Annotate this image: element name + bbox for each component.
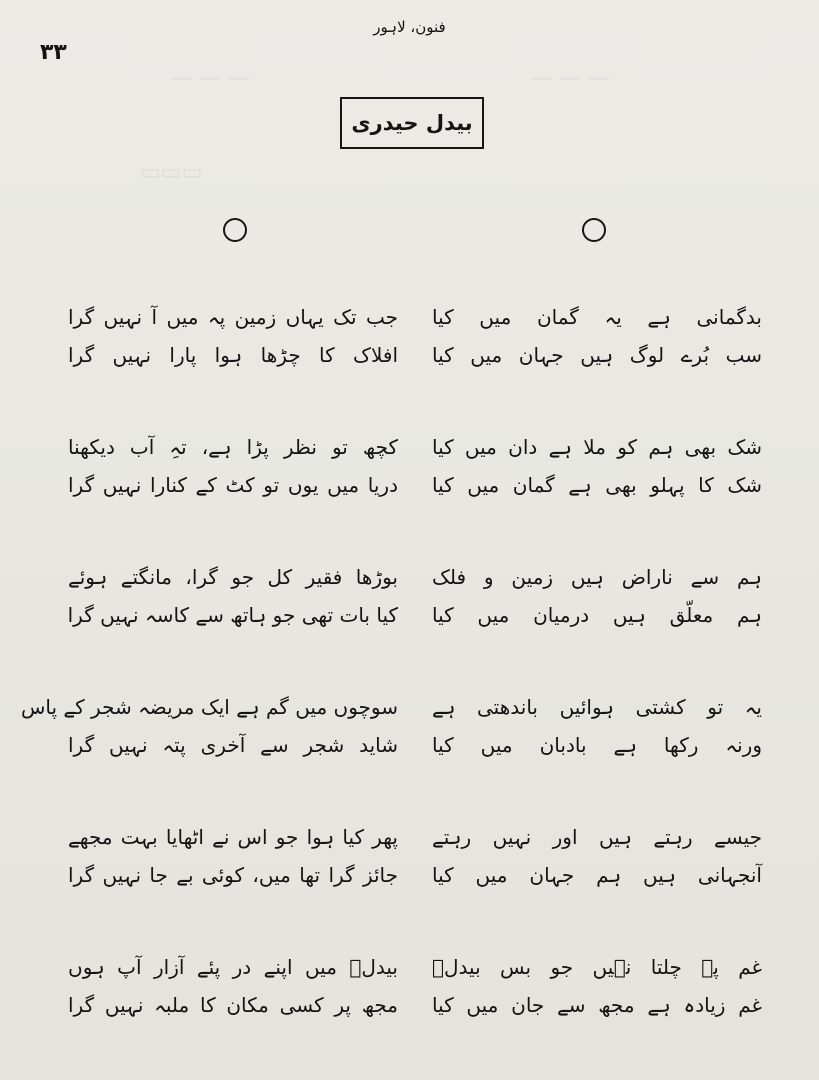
show-through-text: — — — <box>170 66 250 91</box>
couplet <box>68 818 398 948</box>
verse-line: سوچوں میں گم ہے ایک مریضہ شجر کے پاس <box>21 695 398 719</box>
verse-line: کچھ تو نظر پڑا ہے، تہِ آب دیکھنا <box>68 435 398 459</box>
show-through-text: — — — <box>530 66 610 91</box>
journal-title: فنون، لاہور <box>373 18 446 36</box>
couplet <box>68 298 398 428</box>
poet-name-box <box>340 97 484 149</box>
verse-line: غم زیادہ ہے مجھ سے جان میں کیا <box>432 993 762 1017</box>
verse-line: بیدلؔ میں اپنے در پئے آزار آپ ہوں <box>68 955 398 979</box>
verse-line: جائز گرا تھا میں، کوئی بے جا نہیں گرا <box>68 863 398 887</box>
couplet <box>68 558 398 688</box>
verse-line: بدگمانی ہے یہ گمان میں کیا <box>432 305 762 329</box>
verse-line: شک کا پہلو بھی ہے گمان میں کیا <box>432 473 762 497</box>
verse-line: سب بُرے لوگ ہیں جہان میں کیا <box>432 343 762 367</box>
verse-line: پھر کیا ہوا جو اس نے اٹھایا بہت مجھے <box>68 825 398 849</box>
couplet <box>68 428 398 558</box>
couplet <box>432 688 762 818</box>
poet-name: بیدل حیدری <box>351 111 473 135</box>
verse-line: جب تک یہاں زمین پہ میں آ نہیں گرا <box>68 305 398 329</box>
show-through-text: ▭▭▭ <box>140 160 203 185</box>
ghazal-right <box>432 298 762 1078</box>
verse-line: افلاک کا چڑھا ہوا پارا نہیں گرا <box>68 343 398 367</box>
verse-line: غم پہ چلتا نہیں جو بس بیدلؔ <box>432 955 762 979</box>
page-number: ۳۳ <box>40 40 67 65</box>
couplet <box>432 948 762 1078</box>
verse-line: ہم سے ناراض ہیں زمین و فلک <box>432 565 762 589</box>
verse-line: آنجہانی ہیں ہم جہان میں کیا <box>432 863 762 887</box>
ghazal-separator-circle-icon <box>223 218 247 242</box>
ghazal-left <box>21 298 398 1078</box>
verse-line: دریا میں یوں تو کٹ کے کنارا نہیں گرا <box>68 473 398 497</box>
verse-line: ورنہ رکھا ہے بادبان میں کیا <box>432 733 762 757</box>
verse-line: شاید شجر سے آخری پتہ نہیں گرا <box>68 733 398 757</box>
couplet <box>21 688 398 818</box>
verse-line: ہم معلّق ہیں درمیان میں کیا <box>432 603 762 627</box>
couplet <box>432 428 762 558</box>
verse-line: کیا بات تھی جو ہاتھ سے کاسہ نہیں گرا <box>67 603 398 627</box>
verse-line: جیسے رہتے ہیں اور نہیں رہتے <box>432 825 762 849</box>
verse-line: بوڑھا فقیر کل جو گرا، مانگتے ہوئے <box>68 565 398 589</box>
couplet <box>432 818 762 948</box>
ghazal-separator-circle-icon <box>582 218 606 242</box>
verse-line: مجھ پر کسی مکان کا ملبہ نہیں گرا <box>68 993 398 1017</box>
verse-line: شک بھی ہم کو ملا ہے دان میں کیا <box>432 435 762 459</box>
couplet <box>68 948 398 1078</box>
couplet <box>432 298 762 428</box>
couplet <box>432 558 762 688</box>
verse-line: یہ تو کشتی ہوائیں باندھتی ہے <box>432 695 762 719</box>
